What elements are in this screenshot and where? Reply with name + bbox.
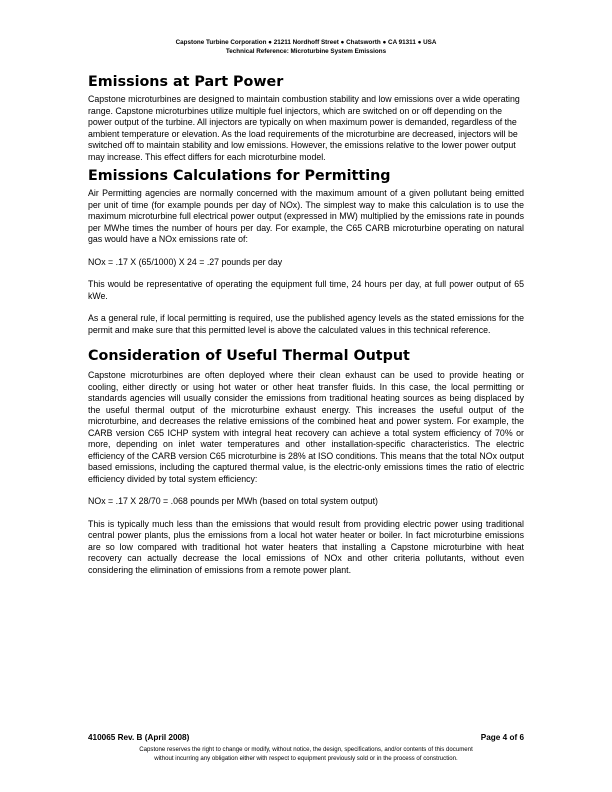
disclaimer-line: Capstone reserves the right to change or modify, without notice, the design, specifications, and/or contents of this document: [139, 746, 473, 753]
disclaimer-line: without incurring any obligation either with respect to equipment previously sold or in the process of construction.: [154, 754, 458, 762]
equation: NOx = .17 X (65/1000) X 24 = .27 pounds per day: [88, 256, 283, 267]
section-heading-part-power: Emissions at Part Power: [88, 74, 284, 90]
paragraph: Capstone microturbines are designed to maintain combustion stability and low emissions over a wide operating range. Capstone microturbines utilize multiple fuel injectors, which are switched on or off depending on the power output of the turbine. All injectors are typically on when maximum power is demanded, regardless of the ambient temperature or elevation. As the load requirements of the microturbine are decreased, injectors will be switched off to maintain stability and low emissions. However, the emissions relative to the lower power output may increase. This effect differs for each microturbine model.: [88, 94, 520, 162]
paragraph: Capstone microturbines are often deployed where their clean exhaust can be used to provide heating or cooling, either directly or using hot water or other heat transfer fluids. In this case, the local permitting or standards agencies will usually consider the emissions from traditional heating sources as being displaced by the useful thermal output of the microturbine exhaust energy. This increases the useful output of the microturbine, and decreases the relative emissions of the combined heat and power system. For example, the CARB version C65 ICHP system with integral heat recovery can achieve a total system efficiency of 70% or more, depending on inlet water temperatures and other installation-specific characteristics. The electric efficiency of the CARB version C65 microturbine is 28% at ISO conditions. This means that the total NOx output based emissions, including the captured thermal value, is the electric-only emissions times the ratio of electric efficiency divided by total system efficiency:: [88, 370, 524, 484]
paragraph: As a general rule, if local permitting is required, use the published agency levels as the stated emissions for the permit and make sure that this permitted level is above the calculated values in this technical reference.: [88, 313, 524, 335]
paragraph: This would be representative of operating the equipment full time, 24 hours per day, at full power output of 65 kWe.: [88, 279, 524, 301]
paragraph: Air Permitting agencies are normally concerned with the maximum amount of a given pollutant being emitted per unit of time (for example pounds per day of NOx). The simplest way to make this calculation is to use the maximum microturbine full electrical power output (expressed in MW) multiplied by the emissions rate in pounds per MWhe times the number of hours per day. For example, the C65 CARB microturbine operating on natural gas would have a NOx emissions rate of:: [88, 188, 524, 244]
page-content: [88, 64, 524, 576]
header-doc-title: Technical Reference: Microturbine System Emissions: [225, 48, 387, 55]
section-heading-permitting: Emissions Calculations for Permitting: [88, 168, 391, 184]
footer-disclaimer: [60, 746, 552, 764]
section-heading-thermal-output: Consideration of Useful Thermal Output: [88, 348, 410, 364]
paragraph: This is typically much less than the emissions that would result from providing electric power using traditional central power plants, plus the emissions from a local hot water heater or boiler. In fact microturbine emissions are so low compared with traditional hot water heaters that installing a Capstone microturbine with heat recovery can actually decrease the local emissions of NOx and other criteria pollutants, without even considering the elimination of emissions from a remote power plant.: [88, 518, 524, 575]
footer-doc-id: 410065 Rev. B (April 2008): [88, 733, 190, 742]
footer-page-number: Page 4 of 6: [480, 733, 524, 742]
equation: NOx = .17 X 28/70 = .068 pounds per MWh (based on total system output): [88, 496, 378, 506]
header-company-line: Capstone Turbine Corporation ● 21211 Nordhoff Street ● Chatsworth ● CA 91311 ● USA: [175, 39, 437, 46]
